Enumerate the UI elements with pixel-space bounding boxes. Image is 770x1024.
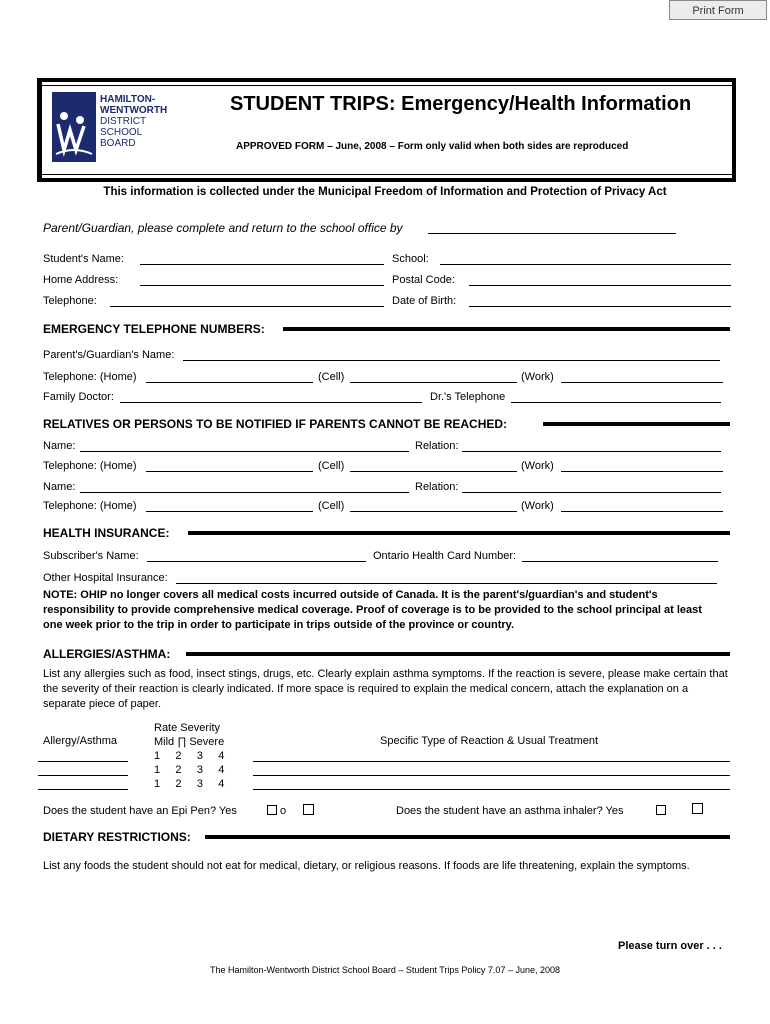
logo-text: WENTWORTH (100, 105, 168, 116)
section-rule (186, 652, 730, 656)
relative2-name-label: Name: (43, 481, 76, 493)
telephone-field[interactable] (110, 306, 384, 307)
epipen-no-checkbox[interactable] (303, 804, 314, 815)
health-insurance-heading: HEALTH INSURANCE: (43, 526, 170, 540)
severity-row (154, 750, 224, 762)
allergy-column-label: Allergy/Asthma (43, 735, 117, 747)
health-card-label: Ontario Health Card Number: (373, 550, 517, 562)
form-title: STUDENT TRIPS: Emergency/Health Information (230, 93, 692, 115)
severity-4[interactable]: 4 (218, 778, 225, 790)
form-subtitle: APPROVED FORM – June, 2008 – Form only valid when both sides are reproduced (236, 141, 629, 152)
section-rule (205, 835, 730, 839)
relative1-work-field[interactable] (561, 471, 723, 472)
return-date-field[interactable] (428, 233, 676, 234)
emergency-work-field[interactable] (561, 382, 723, 383)
relative2-tel-home-label: Telephone: (Home) (43, 500, 137, 512)
logo-text: SCHOOL (100, 127, 143, 138)
severity-1[interactable]: 1 (154, 750, 161, 762)
subscriber-name-field[interactable] (147, 561, 366, 562)
reaction-field[interactable] (253, 789, 730, 790)
epipen-yes-checkbox[interactable] (267, 805, 277, 815)
reaction-column-label: Specific Type of Reaction & Usual Treatment (380, 735, 599, 747)
allergy-field[interactable] (38, 789, 128, 790)
dietary-instructions: List any foods the student should not eat for medical, dietary, or religious reasons. If foods are life threatening, explain the symptoms. (43, 860, 690, 872)
turn-over-note: Please turn over . . . (618, 940, 722, 952)
home-address-field[interactable] (140, 285, 384, 286)
emergency-tel-home-label: Telephone: (Home) (43, 371, 137, 383)
relatives-heading: RELATIVES OR PERSONS TO BE NOTIFIED IF PARENTS CANNOT BE REACHED: (43, 417, 508, 431)
school-label: School: (392, 253, 429, 265)
reaction-field[interactable] (253, 761, 730, 762)
ohip-note: NOTE: OHIP no longer covers all medical costs incurred outside of Canada. It is the parent's/guardian's and student's responsibility to provide comprehensive medical coverage. Proof of coverage is to be provided to the school principal at least one week prior to the trip in order to participate in trips outside of the province or country. (43, 589, 702, 631)
relative1-tel-home-label: Telephone: (Home) (43, 460, 137, 472)
severity-4[interactable]: 4 (218, 764, 225, 776)
section-rule (543, 422, 730, 426)
severity-3[interactable]: 3 (196, 778, 203, 790)
severity-title: Rate Severity (154, 722, 221, 734)
print-form-button[interactable]: Print Form (669, 0, 767, 20)
reaction-field[interactable] (253, 775, 730, 776)
section-rule (283, 327, 730, 331)
date-of-birth-label: Date of Birth: (392, 295, 457, 307)
inhaler-question: Does the student have an asthma inhaler? Yes (396, 805, 624, 817)
section-rule (188, 531, 730, 535)
board-logo (52, 92, 182, 164)
family-doctor-field[interactable] (120, 402, 422, 403)
relative1-name-field[interactable] (80, 451, 409, 452)
relative1-work-label: (Work) (521, 460, 554, 472)
health-card-field[interactable] (522, 561, 718, 562)
allergy-field[interactable] (38, 761, 128, 762)
relative1-relation-field[interactable] (462, 451, 721, 452)
logo-text: BOARD (100, 138, 136, 149)
family-doctor-label: Family Doctor: (43, 391, 114, 403)
logo-text: DISTRICT (100, 116, 147, 127)
postal-code-label: Postal Code: (392, 274, 455, 286)
doctor-telephone-label: Dr.'s Telephone (430, 391, 506, 403)
doctor-telephone-field[interactable] (511, 402, 721, 403)
relative2-name-field[interactable] (80, 492, 409, 493)
board-logo-icon (52, 92, 96, 162)
relative1-tel-home-field[interactable] (146, 471, 313, 472)
allergies-heading: ALLERGIES/ASTHMA: (43, 647, 171, 661)
severity-4[interactable]: 4 (218, 750, 225, 762)
relative1-cell-label: (Cell) (318, 460, 345, 472)
guardian-name-field[interactable] (183, 360, 720, 361)
relative1-cell-field[interactable] (350, 471, 517, 472)
home-address-label: Home Address: (43, 274, 119, 286)
relative2-cell-label: (Cell) (318, 500, 345, 512)
date-of-birth-field[interactable] (469, 306, 731, 307)
relative2-cell-field[interactable] (350, 511, 517, 512)
privacy-notice: This information is collected under the Municipal Freedom of Information and Protection of Privacy Act (103, 186, 667, 198)
severity-2[interactable]: 2 (175, 778, 182, 790)
dietary-heading: DIETARY RESTRICTIONS: (43, 830, 191, 844)
header-divider (42, 174, 732, 175)
epipen-question: Does the student have an Epi Pen? Yes (43, 805, 237, 817)
severity-scale: Mild ∏ Severe (154, 736, 225, 748)
telephone-label: Telephone: (43, 295, 97, 307)
header-divider (42, 85, 732, 86)
relative1-name-label: Name: (43, 440, 76, 452)
relative2-relation-field[interactable] (462, 492, 721, 493)
emergency-heading: EMERGENCY TELEPHONE NUMBERS: (43, 322, 265, 336)
relative2-relation-label: Relation: (415, 481, 459, 493)
relative2-work-label: (Work) (521, 500, 554, 512)
emergency-work-label: (Work) (521, 371, 554, 383)
other-insurance-label: Other Hospital Insurance: (43, 572, 168, 584)
inhaler-yes-checkbox[interactable] (656, 805, 666, 815)
student-name-label: Student's Name: (43, 253, 124, 265)
subscriber-name-label: Subscriber's Name: (43, 550, 139, 562)
inhaler-no-checkbox[interactable] (692, 803, 703, 814)
severity-3[interactable]: 3 (196, 764, 203, 776)
epipen-no-label: o (280, 805, 287, 817)
allergies-instructions: List any allergies such as food, insect stings, drugs, etc. Clearly explain asthma symptoms. If the reaction is severe, please make certain that the severity of their reaction is clearly indicated. If more space is required to explain the medical concern, attach the explanation on a separate piece of paper. (43, 668, 728, 710)
return-instruction: Parent/Guardian, please complete and return to the school office by (43, 221, 403, 235)
severity-3[interactable]: 3 (196, 750, 203, 762)
relative2-work-field[interactable] (561, 511, 723, 512)
emergency-cell-field[interactable] (350, 382, 517, 383)
severity-row (154, 778, 224, 790)
policy-footer: The Hamilton-Wentworth District School Board – Student Trips Policy 7.07 – June, 2008 (209, 965, 560, 975)
student-name-field[interactable] (140, 264, 384, 265)
relative1-relation-label: Relation: (415, 440, 459, 452)
allergy-field[interactable] (38, 775, 128, 776)
severity-2[interactable]: 2 (175, 764, 182, 776)
severity-1[interactable]: 1 (154, 764, 161, 776)
severity-2[interactable]: 2 (175, 750, 182, 762)
logo-text: HAMILTON- (100, 94, 156, 105)
severity-1[interactable]: 1 (154, 778, 161, 790)
relative2-tel-home-field[interactable] (146, 511, 313, 512)
emergency-tel-home-field[interactable] (146, 382, 313, 383)
other-insurance-field[interactable] (176, 583, 717, 584)
severity-row (154, 764, 224, 776)
guardian-name-label: Parent's/Guardian's Name: (43, 349, 175, 361)
school-field[interactable] (440, 264, 731, 265)
emergency-cell-label: (Cell) (318, 371, 345, 383)
postal-code-field[interactable] (469, 285, 731, 286)
